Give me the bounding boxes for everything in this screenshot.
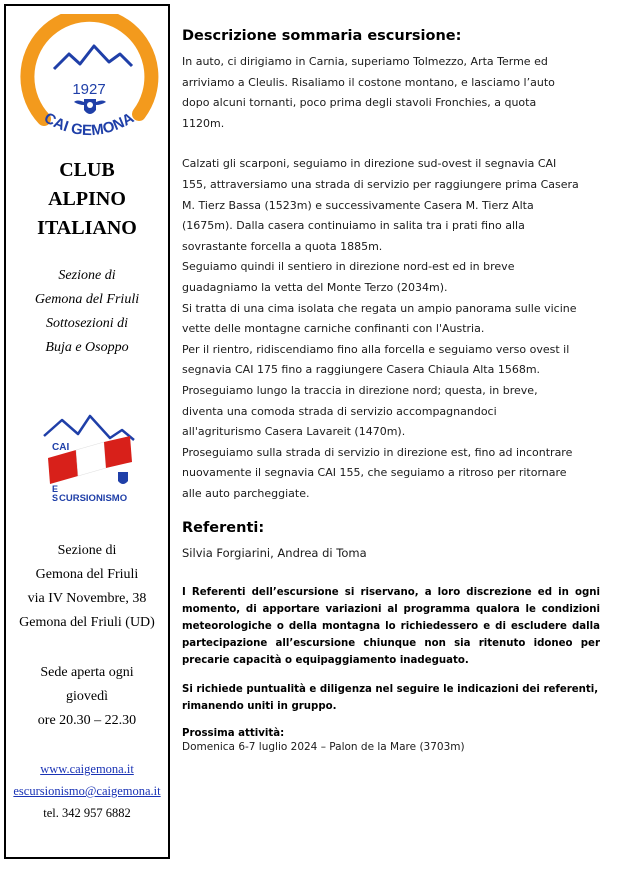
club-name — [6, 156, 168, 243]
sezione-info — [6, 264, 168, 360]
opening-hours — [6, 661, 168, 733]
logo-year: 1927 — [72, 81, 106, 98]
referenti-title: Referenti: — [182, 520, 265, 536]
main-content — [182, 28, 606, 753]
text-line: dopo alcuni tornanti, poco prima degli stavoli Fronchies, a quota — [182, 96, 537, 110]
website-link[interactable]: www.caigemona.it — [40, 762, 134, 776]
text-line: all'agriturismo Casera Lavareit (1470m). — [182, 425, 406, 439]
text-line: segnavia CAI 175 fino a raggiungere Casera Chiaula Alta 1568m. — [182, 363, 541, 377]
text-line: diventa una comoda strada di servizio accompagnandoci — [182, 404, 497, 418]
hours-line: ore 20.30 – 22.30 — [37, 713, 137, 728]
paragraph-intro — [182, 52, 606, 134]
text-line: Si tratta di una cima isolata che regata un ampio panorama sulle vicine — [182, 301, 577, 315]
address-line: via IV Novembre, 38 — [27, 591, 147, 606]
club-line: CLUB — [59, 159, 115, 181]
hours-line: giovedì — [66, 689, 108, 704]
text-line: vette delle montagne carniche confinanti con l'Austria. — [182, 322, 485, 336]
text-line: nuovamente il segnavia CAI 155, che seguiamo a ritroso per ritornare — [182, 466, 567, 480]
punctuality-text: Si richiede puntualità e diligenza nel seguire le indicazioni dei referenti, rimanendo uniti in gruppo. — [182, 684, 599, 712]
next-activity-text: Domenica 6-7 luglio 2024 – Palon de la Mare (3703m) — [182, 741, 465, 753]
sezione-line: Sottosezioni di — [45, 316, 129, 331]
esc-logo-text: CURSIONISMO — [59, 493, 128, 504]
sezione-line: Buja e Osoppo — [45, 340, 129, 355]
contacts-block — [6, 758, 168, 824]
text-line: (1675m). Dalla casera continuiamo in salita tra i prati fino alla — [182, 219, 525, 233]
club-line: ALPINO — [48, 188, 126, 210]
esc-logo-e: E — [52, 484, 59, 494]
text-line: Proseguiamo lungo la traccia in direzione nord; questa, in breve, — [182, 383, 538, 397]
text-line: M. Tierz Bassa (1523m) e successivamente Casera M. Tierz Alta — [182, 198, 534, 212]
sezione-line: Gemona del Friuli — [34, 292, 140, 307]
cai-gemona-logo — [14, 14, 164, 149]
text-line: Calzati gli scarponi, seguiamo in direzione sud-ovest il segnavia CAI — [182, 157, 557, 171]
address-line: Gemona del Friuli — [35, 567, 139, 582]
text-line: arriviamo a Cleulis. Risaliamo il costone montano, e lasciamo l’auto — [182, 75, 555, 89]
phone-number: tel. 342 957 6882 — [43, 806, 131, 820]
paragraph-route — [182, 154, 606, 504]
text-line: guadagniamo la vetta del Monte Terzo (2034m). — [182, 280, 448, 294]
next-activity-title: Prossima attività: — [182, 728, 285, 739]
text-line: Seguiamo quindi il sentiero in direzione nord-est ed in breve — [182, 260, 515, 274]
referenti-names: Silvia Forgiarini, Andrea di Toma — [182, 546, 367, 560]
cai-escursionismo-logo — [38, 406, 138, 510]
esc-logo-s: S — [52, 493, 59, 503]
text-line: 1120m. — [182, 116, 225, 130]
sidebar — [4, 4, 170, 859]
address-line: Sezione di — [57, 543, 117, 558]
hours-line: Sede aperta ogni — [40, 665, 134, 680]
esc-logo-cai: CAI — [52, 442, 70, 453]
email-link[interactable]: escursionismo@caigemona.it — [13, 784, 161, 798]
sezione-line: Sezione di — [58, 268, 116, 283]
text-line: In auto, ci dirigiamo in Carnia, superiamo Tolmezzo, Arta Terme ed — [182, 55, 548, 68]
text-line: sovrastante forcella a quota 1885m. — [182, 239, 383, 253]
description-title: Descrizione sommaria escursione: — [182, 28, 462, 44]
club-line: ITALIANO — [37, 217, 137, 239]
address-line: Gemona del Friuli (UD) — [19, 615, 155, 630]
text-line: Proseguiamo sulla strada di servizio in direzione est, fino ad incontrare — [182, 445, 573, 459]
text-line: Per il rientro, ridiscendiamo fino alla forcella e seguiamo verso ovest il — [182, 342, 570, 356]
logo-text: CAI GEMONA — [41, 109, 137, 140]
address-block — [6, 539, 168, 635]
disclaimer-text: I Referenti dell’escursione si riservano, a loro discrezione ed in ogni momento, di apportare variazioni al programma qualora le condizioni meteorologiche o della montagna lo richiedessero e di escludere dalla partecipazione all’escursione chiunque non sia ritenuto idoneo per precarie capacità o equipaggiamento inadeguato. — [182, 587, 600, 666]
text-line: 155, attraversiamo una strada di servizio per raggiungere prima Casera — [182, 177, 579, 191]
text-line: alle auto parcheggiate. — [182, 486, 310, 500]
